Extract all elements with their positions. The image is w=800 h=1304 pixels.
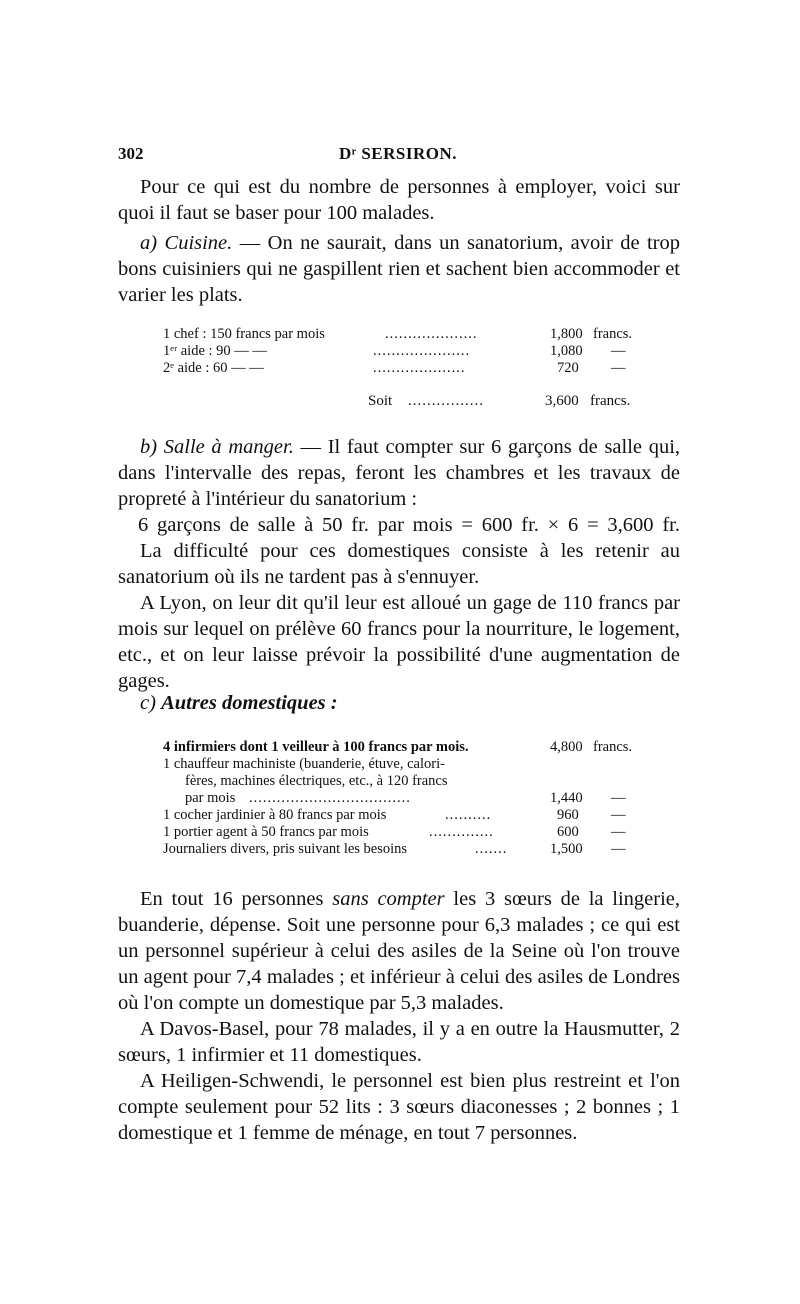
row-leader: ..............	[429, 824, 494, 840]
row-leader: ....................	[385, 326, 478, 342]
row-value: 1,440	[550, 790, 583, 806]
total-unit: francs.	[590, 393, 631, 409]
total-staff-paragraph	[118, 886, 680, 1016]
section-b-equation: 6 garçons de salle à 50 fr. par mois = 600 fr. × 6 = 3,600 fr.	[138, 514, 680, 536]
section-a-paragraph	[118, 230, 680, 308]
section-c-title: Autres domestiques :	[161, 692, 338, 714]
total-staff-emphasis: sans compter	[332, 888, 445, 910]
row-unit: francs.	[593, 326, 633, 342]
table-row	[163, 841, 653, 858]
row-label: 1 cocher jardinier à 80 francs par mois	[163, 807, 387, 823]
row-leader: ..........	[445, 807, 492, 823]
table-row	[163, 739, 653, 756]
total-staff-after: les 3 sœurs de la lingerie, buanderie, dépense. Soit une personne pour 6,3 malades ; ce qui est un personnel supérieur à celui des asiles de la Seine où l'on trouve un agent pour 7,4 malades ; et inférieur à celui des asiles de Londres où l'on compte un domestique par 5,3 malades.	[118, 888, 681, 1014]
section-a-label: a)	[140, 232, 158, 254]
row-value: 600	[557, 824, 579, 840]
kitchen-salary-table	[163, 326, 643, 377]
section-b-label: b)	[140, 436, 158, 458]
total-staff-before: En tout 16 personnes	[140, 888, 324, 910]
total-leader: ................	[408, 393, 484, 409]
row-label: 1 chef : 150 francs par mois	[163, 326, 325, 342]
kitchen-total-row	[368, 393, 638, 411]
row-unit: —	[611, 841, 626, 857]
row-value: 1,500	[550, 841, 583, 857]
section-b-difficulty: La difficulté pour ces domestiques consiste à les retenir au sanatorium où ils ne tardent pas à s'ennuyer.	[118, 540, 680, 588]
row-label: fères, machines électriques, etc., à 120 francs	[185, 773, 448, 789]
row-unit: —	[611, 807, 626, 823]
row-leader: ...................................	[249, 790, 411, 806]
section-c-label: c)	[140, 692, 156, 714]
row-unit: —	[611, 360, 626, 376]
row-unit: —	[611, 824, 626, 840]
section-b-text: — Il faut compter sur 6 garçons de salle qui, dans l'intervalle des repas, feront les chambres et les travaux de propreté à l'intérieur du sanatorium :	[118, 436, 681, 510]
row-unit: —	[611, 790, 626, 806]
row-label: 1ᵉʳ aide : 90 — —	[163, 343, 267, 359]
row-unit: francs.	[593, 739, 633, 755]
davos-paragraph: A Davos-Basel, pour 78 malades, il y a en outre la Hausmutter, 2 sœurs, 1 infirmier et 11 domestiques.	[118, 1018, 680, 1066]
page-header	[118, 144, 678, 166]
intro-paragraph: Pour ce qui est du nombre de personnes à employer, voici sur quoi il faut se baser pour 100 malades.	[118, 176, 680, 224]
table-row	[163, 790, 653, 807]
staff-salary-table	[163, 739, 653, 858]
row-value: 4,800	[550, 739, 583, 755]
total-value: 3,600	[545, 393, 579, 409]
row-label: 1 portier agent à 50 francs par mois	[163, 824, 369, 840]
row-label: Journaliers divers, pris suivant les besoins	[163, 841, 408, 857]
row-unit: —	[611, 343, 626, 359]
row-label: par mois	[185, 790, 236, 806]
section-b-lyon: A Lyon, on leur dit qu'il leur est alloué un gage de 110 francs par mois sur lequel on prélève 60 francs pour la nourriture, le logement, etc., et on leur laisse prévoir la possibilité d'une augmentation de gages.	[118, 592, 680, 692]
table-row	[163, 326, 643, 343]
section-a-title: Cuisine.	[164, 232, 233, 254]
table-row	[163, 824, 653, 841]
table-row	[163, 343, 643, 360]
section-b-title: Salle à manger.	[163, 436, 294, 458]
row-value: 960	[557, 807, 579, 823]
page-number: 302	[118, 144, 144, 163]
section-a-text: — On ne saurait, dans un sanatorium, avoir de trop bons cuisiniers qui ne gaspillent rien et sachent bien accommoder et varier les plats.	[118, 232, 681, 306]
row-value: 720	[557, 360, 579, 376]
table-row	[163, 756, 653, 773]
row-leader: .....................	[373, 343, 471, 359]
row-leader: ....................	[373, 360, 466, 376]
section-b-paragraph	[118, 434, 680, 512]
row-label: 1 chauffeur machiniste (buanderie, étuve, calori-	[163, 756, 445, 772]
total-label: Soit	[368, 393, 393, 409]
row-leader: .......	[475, 841, 508, 857]
running-head: Dʳ SERSIRON.	[338, 144, 458, 163]
row-value: 1,080	[550, 343, 583, 359]
section-c-heading	[118, 690, 680, 716]
table-row	[163, 360, 643, 377]
row-label: 2ᵉ aide : 60 — —	[163, 360, 264, 376]
row-value: 1,800	[550, 326, 583, 342]
table-row	[163, 807, 653, 824]
heiligen-paragraph: A Heiligen-Schwendi, le personnel est bien plus restreint et l'on compte seulement pour 52 lits : 3 sœurs diaconesses ; 2 bonnes ; 1 domestique et 1 femme de ménage, en tout 7 personnes.	[118, 1070, 680, 1144]
row-label: 4 infirmiers dont 1 veilleur à 100 francs par mois.	[163, 739, 469, 755]
table-row	[163, 773, 653, 790]
